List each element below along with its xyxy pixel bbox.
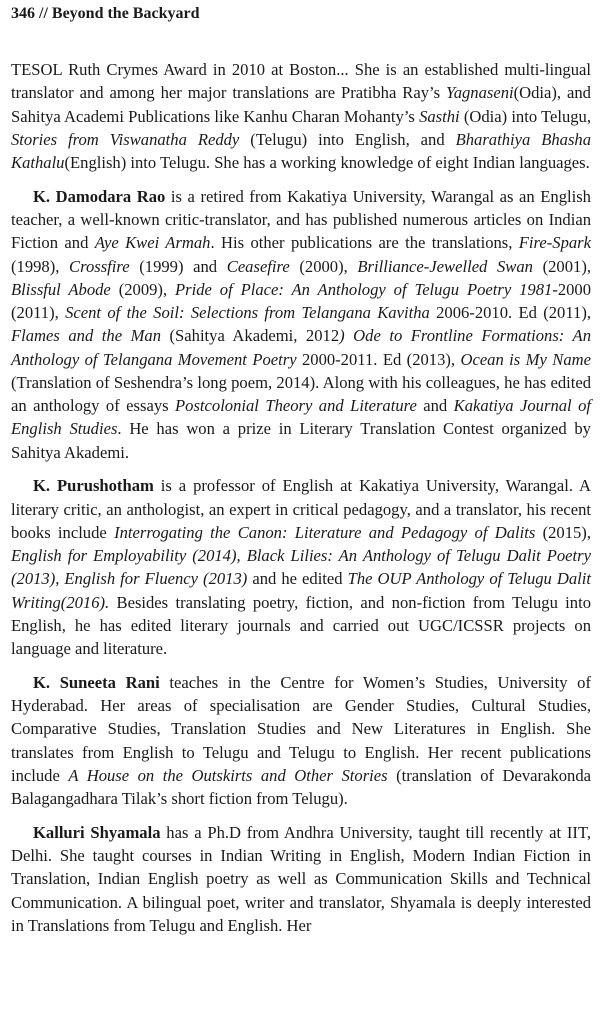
text-run: teaches in the Centre for Women’s Studies, University of Hyderabad. Her areas of specialisation are Gender Studies, Cultural Studies, Comparative Studies, Translation Studies and New Literatures in English. She translates from English to Telugu and Telugu to English. Her recent publications include [11,672,591,785]
contributor-name: K. Damodara Rao [33,186,166,206]
running-head-separator: // [35,5,52,22]
running-head [11,4,199,24]
italic-title: Brilliance-Jewelled Swan [357,256,533,276]
italic-title: The OUP Anthology of Telugu Dalit Writing(2016). [11,569,592,612]
paragraph-continuation [11,58,591,174]
text-run: (translation of Devarakonda Balagangadhara Tilak’s short fiction from Telugu). [11,765,591,808]
italic-title: Yagnaseni [446,83,514,103]
contributor-name: Kalluri Shyamala [33,822,161,842]
italic-title: Crossfire [69,256,130,276]
text-run: TESOL Ruth Crymes Award in 2010 at Boston... She is an established multi-lingual translator and among her major translations are Pratibha Ray’s [11,60,591,103]
text-run: (2009), [110,279,176,299]
text-run: (Odia) into Telugu, [459,106,592,126]
italic-title: Scent of the Soil: Selections from Telangana Kavitha [65,303,430,322]
text-run: (2001), [532,256,592,276]
text-run: has a Ph.D from Andhra University, taught till recently at IIT, Delhi. She taught courses in Indian Writing in English, Modern Indian Fiction in Translation, Indian English poetry as well as Communication Skills and Technical Communication. A bilingual poet, writer and translator, Shyamala is deeply interested in Translations from Telugu and English. Her [11,822,591,935]
text-run: and he edited [247,569,348,589]
italic-title: Flames and the Man [11,326,161,346]
italic-title: A House on the Outskirts and Other Stories [68,765,388,785]
italic-title: ) Ode to Frontline Formations: An Anthology of Telangana Movement Poetry [11,326,591,369]
italic-title: English for Employability (2014), Black Lilies: An Anthology of Telugu Dalit Poetry (2013), English for Fluency (2013) [11,546,591,589]
paragraph-shyamala [11,821,591,937]
text-run: 2000-2011. Ed (2013), [296,349,461,369]
text-run: (Odia), and Sahitya Academi Publications like Kanhu Charan Mohanty’s [11,83,591,126]
book-title: Beyond the Backyard [51,5,200,22]
text-run: (2000), [289,256,358,276]
italic-title: Interrogating the Canon: Literature and Pedagogy of Dalits [114,522,536,542]
italic-title: Fire-Spark [518,233,591,253]
text-run: (2015), [535,522,591,542]
page-number: 346 [11,5,35,22]
italic-title: Pride of Place: An Anthology of Telugu Poetry 1981 [175,279,553,299]
text-run: (Translation of Seshendra’s long poem, 2014). Along with his colleagues, he has edited an anthology of essays [11,372,591,415]
paragraph-purushotham [11,474,591,660]
paragraph-suneeta-rani [11,671,591,811]
italic-title: Sasthi [419,106,460,126]
body-text [11,58,591,948]
contributor-name: K. Suneeta Rani [33,672,160,692]
text-run: is a retired from Kakatiya University, Warangal as an English teacher, a well-known critic-translator, and has published numerous articles on Indian Fiction and [11,186,591,253]
italic-title: Stories from Viswanatha Reddy [11,129,240,149]
italic-title: Ocean is My Name [460,349,591,369]
text-run: -2000 (2011), [11,279,592,322]
italic-title: Aye Kwei Armah [94,233,211,253]
italic-title: Kakatiya Journal of English Studies [11,396,591,439]
text-run: . He has won a prize in Literary Translation Contest organized by Sahitya Akademi. [11,419,591,462]
text-run: (1998), [11,256,70,276]
contributor-name: K. Purushotham [33,476,154,496]
text-run: 2006-2010. Ed (2011), [429,303,592,322]
italic-title: Bharathiya Bhasha Kathalu [11,129,592,172]
italic-title: Postcolonial Theory and Literature [175,396,417,415]
text-run: Besides translating poetry, fiction, and non-fiction from Telugu into English, he has edited literary journals and carried out UGC/ICSSR projects on language and literature. [11,592,591,658]
text-run: (Telugu) into English, and [239,129,456,149]
text-run: (Sahitya Akademi, 2012 [161,326,340,346]
text-run: . His other publications are the translations, [210,233,519,253]
italic-title: Blissful Abode [11,279,111,299]
text-run: is a professor of English at Kakatiya University, Warangal. A literary critic, an anthologist, an expert in critical pedagogy, and a translator, his recent books include [11,476,591,542]
text-run: and [416,396,454,415]
paragraph-damodara-rao [11,185,591,464]
text-run: (1999) and [129,256,227,276]
text-run: (English) into Telugu. She has a working knowledge of eight Indian languages. [64,153,590,172]
italic-title: Ceasefire [226,256,290,276]
